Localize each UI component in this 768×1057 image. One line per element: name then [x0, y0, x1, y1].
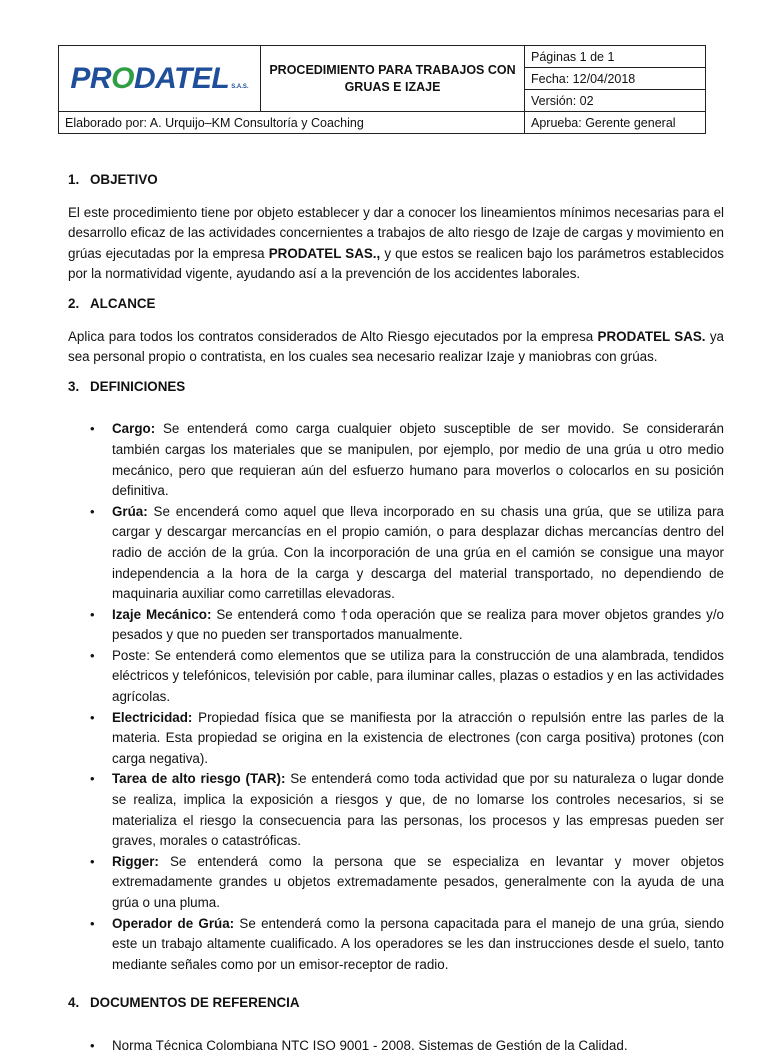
section-heading-alcance: 2. ALCANCE — [68, 295, 156, 311]
section-heading-objetivo: 1. OBJETIVO — [68, 172, 158, 187]
list-item: • Tarea de alto riesgo (TAR): Se entenderá como toda actividad que por su naturaleza o lugar donde se realiza, implica la exposición a riesgos y que, de no lomarse los controles necesarios, si se materializa el riesgo la consecuencia para las personas, los procesos y las empresas pueden ser graves, morales o catastróficas. — [88, 769, 724, 851]
definitions-list — [88, 419, 724, 975]
list-item: • Cargo: Se entenderá como carga cualquier objeto susceptible de ser movido. Se considerarán también cargas los materiales que se manipulen, por ejemplo, por medio de una grúa u otro medio mecánico, pero que requieran aún del esfuerzo humano para moverlos o colocarlos en su posición definitiva. — [88, 419, 724, 501]
section-heading-documentos: 4. DOCUMENTOS DE REFERENCIA — [68, 995, 300, 1011]
document-body — [68, 170, 724, 1057]
header-table — [58, 45, 706, 134]
version-cell: Versión: 02 — [525, 90, 706, 112]
list-item: • Norma Técnica Colombiana NTC ISO 9001 - 2008. Sistemas de Gestión de la Calidad. — [88, 1036, 724, 1057]
list-item: • Poste: Se entenderá como elementos que se utiliza para la construcción de una alambrada, tendidos eléctricos y telefónicos, televisión por cable, para iluminar calles, plazas o estadios y en las actividades agrícolas. — [88, 646, 724, 708]
logo-cell — [59, 46, 261, 112]
alcance-paragraph: Aplica para todos los contratos considerados de Alto Riesgo ejecutados por la empresa PRODATEL SAS. ya sea personal propio o contratista, en los cuales sea necesario realizar Izaje y maniobras con grúas. — [68, 328, 724, 365]
list-item: • Grúa: Se encenderá como aquel que lleva incorporado en su chasis una grúa, que se utiliza para cargar y descargar mercancías en el propio camión, o para desplazar dichas mercancías dentro del radio de acción de la grúa. Con la incorporación de una grúa en el camión se consigue una mayor independencia a la hora de la carga y descarga del material transportado, no dependiendo de maquinaria auxiliar como carretillas elevadoras. — [88, 502, 724, 605]
section-heading-definiciones: 3. DEFINICIONES — [68, 378, 186, 394]
document-title: PROCEDIMIENTO PARA TRABAJOS CON GRUAS E IZAJE — [261, 46, 525, 112]
list-item: • Electricidad: Propiedad física que se manifiesta por la atracción o repulsión entre las parles de la materia. Esta propiedad se origina en la existencia de electrones (con carga positiva) protones (con carga negativa). — [88, 708, 724, 770]
elaborado-cell: Elaborado por: A. Urquijo–KM Consultoría y Coaching — [59, 112, 525, 134]
aprueba-cell: Aprueba: Gerente general — [525, 112, 706, 134]
references-list — [88, 1036, 724, 1057]
list-item: • Izaje Mecánico: Se entenderá como †oda operación que se realiza para mover objetos grandes y/o pesados y que no pueden ser transportados manualmente. — [88, 605, 724, 646]
list-item: • Rigger: Se entenderá como la persona que se especializa en levantar y mover objetos extremadamente grandes u objetos extremadamente pesados, generalmente con la ayuda de una grúa o una pluma. — [88, 852, 724, 914]
objetivo-paragraph: El este procedimiento tiene por objeto establecer y dar a conocer los lineamientos mínimos necesarias para el desarrollo eficaz de las actividades concernientes a trabajos de alto riesgo de Izaje de cargas y movimiento en grúas ejecutadas por la empresa PRODATEL SAS., y que estos se realicen bajo los parámetros establecidos por la normatividad vigente, ayudando así a la prevención de los accidentes laborales. — [68, 204, 724, 282]
prodatel-logo: PRODATEL S.A.S. — [70, 61, 249, 95]
date-cell: Fecha: 12/04/2018 — [525, 68, 706, 90]
list-item: • Operador de Grúa: Se entenderá como la persona capacitada para el manejo de una grúa, siendo este un trabajo altamente cualificado. A los operadores se les dan instrucciones desde el suelo, tanto mediante señales como por un emisor-receptor de radio. — [88, 914, 724, 976]
pages-cell: Páginas 1 de 1 — [525, 46, 706, 68]
